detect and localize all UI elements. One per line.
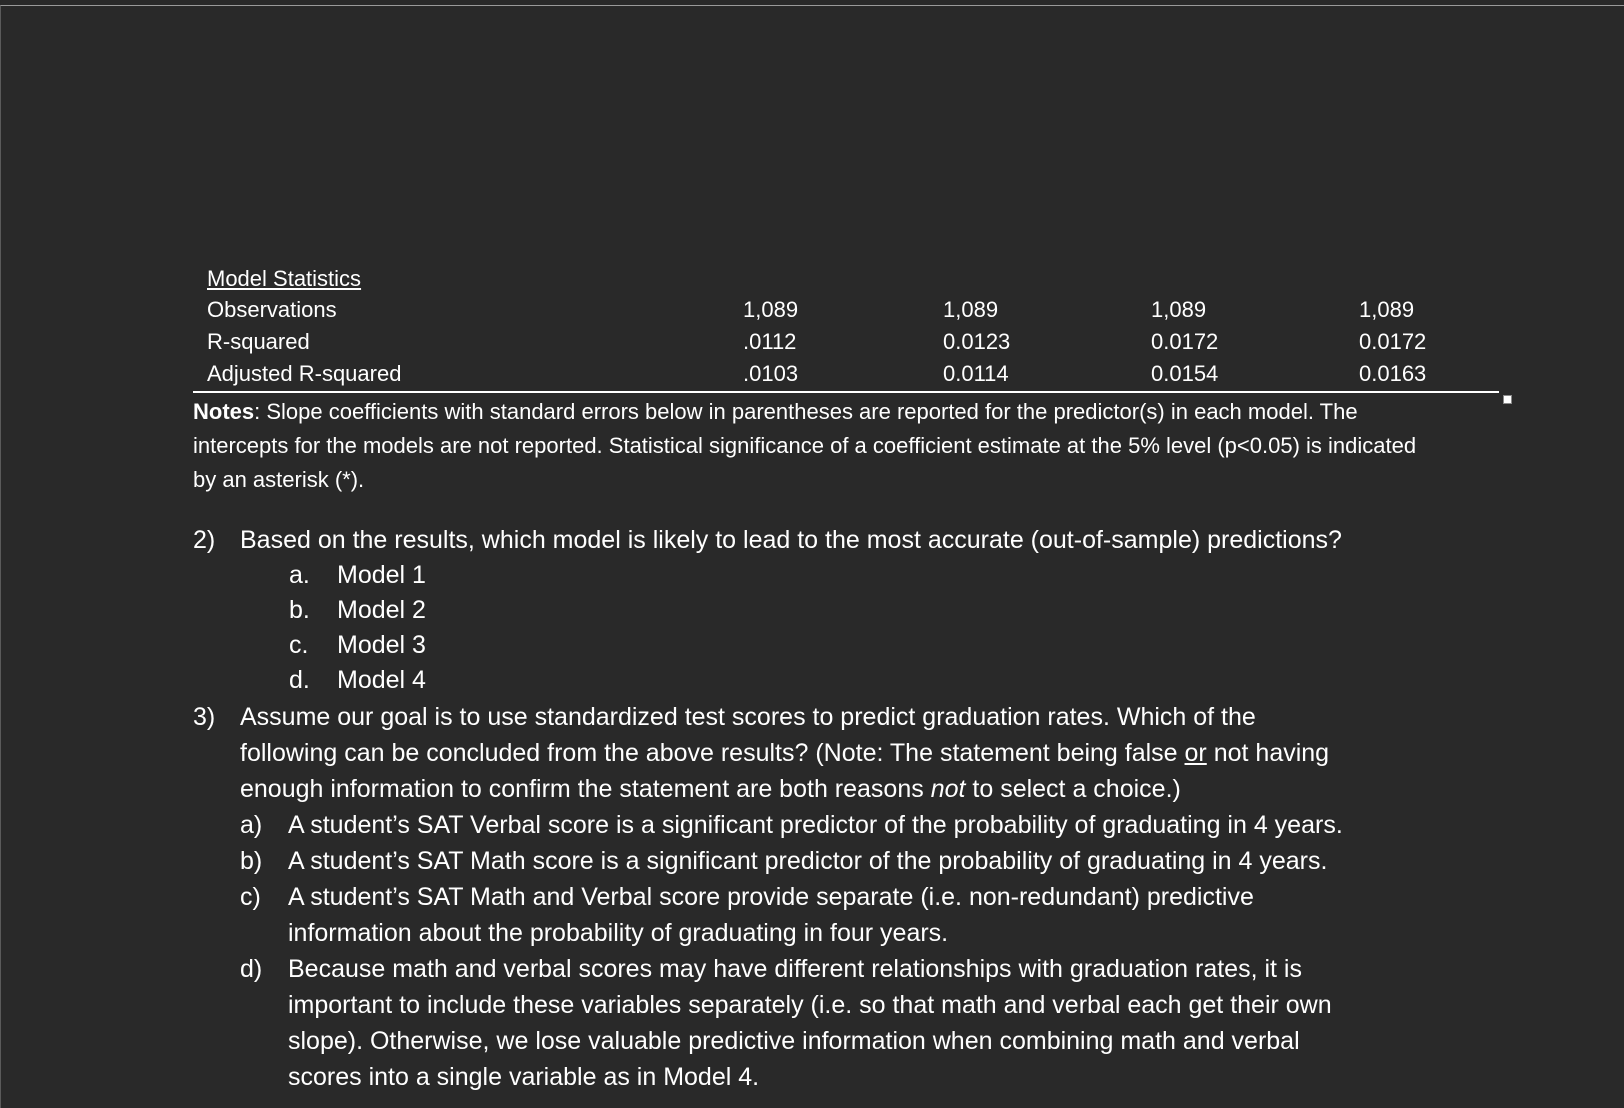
option-letter: b.: [289, 596, 310, 624]
option-text: Model 1: [337, 561, 426, 589]
table-row: [207, 297, 1499, 327]
cell-model-2: 0.0114: [943, 361, 1009, 386]
question-text-line: [240, 771, 1181, 807]
text-run: following can be concluded from the above results? (Note: The statement being false: [240, 739, 1185, 767]
option-letter: a): [240, 811, 263, 839]
cell-model-3: 0.0172: [1151, 329, 1219, 354]
notes-text: : Slope coefficients with standard errors below in parentheses are reported for the predictor(s) in each model. The intercepts for the models are not reported. Statistical significance of a coefficient estimate at the 5% level (p<0.05) is indicated by an asterisk (*).: [193, 399, 1417, 492]
table-notes: [193, 395, 1433, 497]
row-label: R-squared: [207, 329, 310, 354]
option-letter: c): [240, 883, 261, 911]
table-row: [207, 329, 1499, 359]
cell-model-4: 1,089: [1359, 297, 1415, 322]
cell-model-4: 0.0172: [1359, 329, 1427, 354]
option-text: scores into a single variable as in Model 4.: [288, 1063, 760, 1091]
question-text: Based on the results, which model is likely to lead to the most accurate (out-of-sample) predictions?: [240, 526, 1342, 554]
option-text: Model 2: [337, 596, 426, 624]
option-text: Because math and verbal scores may have different relationships with graduation rates, it is: [288, 955, 1302, 983]
underlined-word: or: [1184, 739, 1207, 767]
option-text: A student’s SAT Math score is a significant predictor of the probability of graduating in 4 years.: [288, 847, 1328, 875]
model-statistics-title: Model Statistics: [207, 266, 362, 291]
option-text: A student’s SAT Math and Verbal score provide separate (i.e. non-redundant) predictive: [288, 883, 1254, 911]
italic-word: not: [930, 775, 966, 803]
option-text: A student’s SAT Verbal score is a significant predictor of the probability of graduating in 4 years.: [288, 811, 1343, 839]
question-number: 3): [193, 703, 216, 731]
row-label: Observations: [207, 297, 337, 322]
option-text: Model 3: [337, 631, 426, 659]
notes-label: Notes: [193, 399, 255, 424]
option-letter: c.: [289, 631, 309, 659]
option-letter: a.: [289, 561, 310, 589]
text-run: to select a choice.): [965, 775, 1181, 803]
cell-model-1: .0112: [743, 329, 797, 354]
option-letter: d.: [289, 666, 310, 694]
option-text: important to include these variables separately (i.e. so that math and verbal each get their own: [288, 991, 1332, 1019]
option-text: Model 4: [337, 666, 426, 694]
question-text-line: [240, 735, 1329, 771]
cell-model-3: 1,089: [1151, 297, 1207, 322]
cell-model-1: .0103: [743, 361, 799, 386]
cell-model-2: 0.0123: [943, 329, 1011, 354]
table-row: [207, 361, 1499, 391]
cell-model-4: 0.0163: [1359, 361, 1427, 386]
table-bottom-rule: [193, 391, 1499, 393]
option-text: information about the probability of graduating in four years.: [288, 919, 949, 947]
text-run: enough information to confirm the statement are both reasons: [240, 775, 931, 803]
question-text-line: Assume our goal is to use standardized test scores to predict graduation rates. Which of the: [240, 703, 1256, 731]
question-number: 2): [193, 526, 216, 554]
option-text: slope). Otherwise, we lose valuable predictive information when combining math and verbal: [288, 1027, 1300, 1055]
option-letter: d): [240, 955, 263, 983]
cell-model-3: 0.0154: [1151, 361, 1219, 386]
cell-model-2: 1,089: [943, 297, 999, 322]
option-letter: b): [240, 847, 263, 875]
row-label: Adjusted R-squared: [207, 361, 402, 386]
table-resize-handle[interactable]: [1503, 395, 1512, 404]
cell-model-1: 1,089: [743, 297, 799, 322]
text-run: not having: [1206, 739, 1330, 767]
